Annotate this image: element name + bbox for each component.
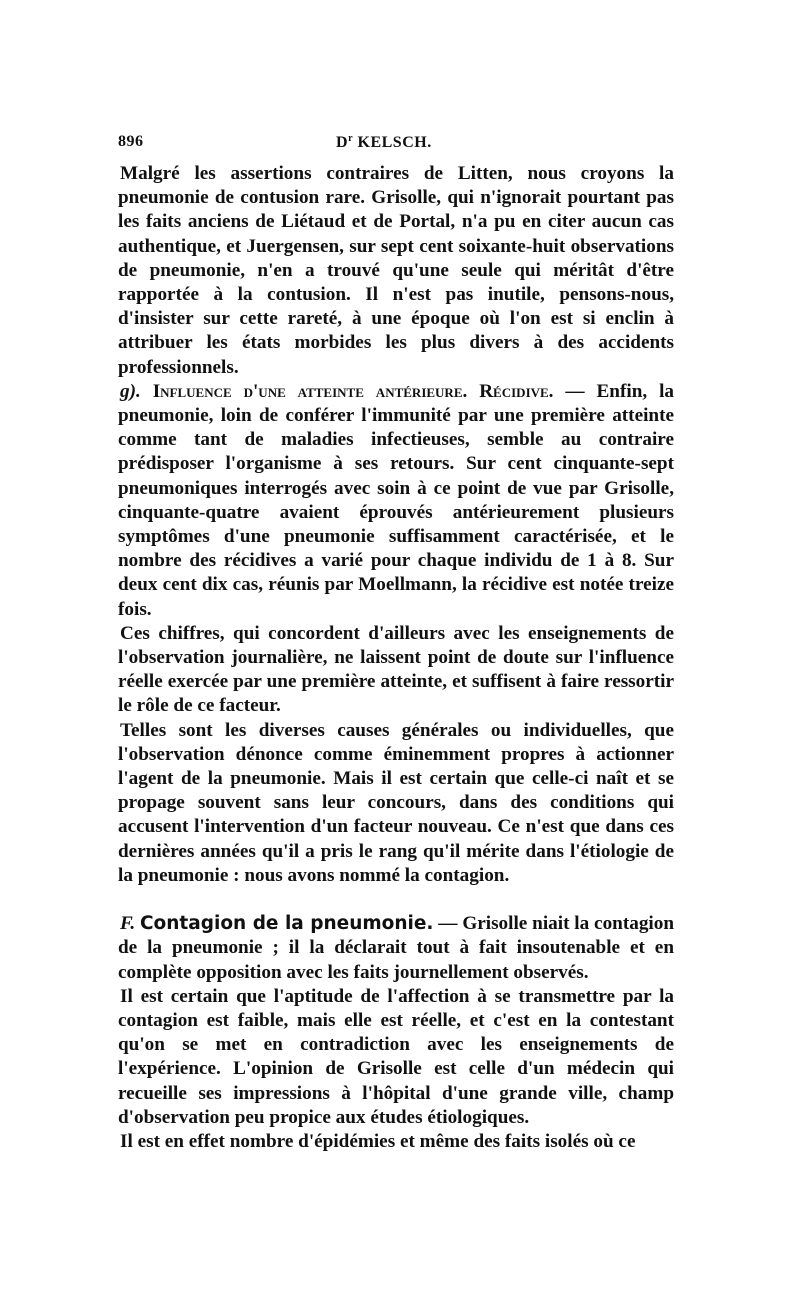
paragraph-2	[118, 380, 674, 622]
paragraph-4-text: Telles sont les diverses causes générales ou individuelles, que l'observation dénonce comme éminemment propres à actionner l'agent de la pneumonie. Mais il est certain que celle-ci naît et se propage souvent sans leur concours, dans des conditions qui accusent l'intervention d'un facteur nouveau. Ce n'est que dans ces dernières années qu'il a pris le rang qu'il mérite dans l'étiologie de la pneumonie : nous avons nommé la contagion.	[118, 719, 674, 886]
page-number: 896	[118, 133, 144, 150]
paragraph-2-label: g).	[120, 380, 141, 402]
section-f-title: Contagion de la pneumonie.	[139, 913, 434, 935]
paragraph-2-title: Influence d'une atteinte antérieure. Récidive.	[152, 380, 554, 402]
paragraph-1-text: Malgré les assertions contraires de Litten, nous croyons la pneumonie de contusion rare. Grisolle, qui n'ignorait pourtant pas les faits anciens de Liétaud et de Portal, n'a pu en citer aucun cas authentique, et Juergensen, sur sept cent soixante-huit observations de pneumonie, n'en a trouvé qu'une seule qui méritât d'être rapportée à la contusion. Il n'est pas inutile, pensons-nous, d'insister sur cette rareté, à une époque où l'on est si enclin à attribuer les états morbides les plus divers à des accidents professionnels.	[118, 163, 674, 378]
paragraph-4	[118, 719, 674, 888]
paragraph-3	[118, 622, 674, 719]
paragraph-5-text: Il est certain que l'aptitude de l'affection à se transmettre par la contagion est faible, mais elle est réelle, et c'est en la contestant qu'on se met en contradiction avec les enseignements de l'expérience. L'opinion de Grisolle est celle d'un médecin qui recueille ses impressions à l'hôpital d'une grande ville, champ d'observation peu propice aux études étiologiques.	[118, 985, 674, 1128]
author-name: KELSCH.	[357, 134, 432, 151]
body-text	[118, 162, 674, 1154]
section-f-text: — Grisolle niait la contagion de la pneumonie ; il la déclarait tout à fait insoutenable et en complète opposition avec les faits journellement observés.	[118, 913, 675, 983]
author-prefix-sup: r	[348, 133, 354, 144]
page-header	[118, 133, 674, 157]
paragraph-3-text: Ces chiffres, qui concordent d'ailleurs avec les enseignements de l'observation journalière, ne laissent point de doute sur l'influence réelle exercée par une première atteinte, et suffisent à faire ressortir le rôle de ce facteur.	[118, 622, 674, 717]
section-f-paragraph	[118, 912, 674, 985]
paragraph-5	[118, 985, 674, 1130]
paragraph-1	[118, 162, 674, 380]
section-f-label: F.	[120, 913, 136, 935]
paragraph-2-text: — Enfin, la pneumonie, loin de conférer l'immunité par une première atteinte comme tant de maladies infectieuses, semble au contraire prédisposer l'organisme à ses retours. Sur cent cinquante-sept pneumoniques interrogés avec soin à ce point de vue par Grisolle, cinquante-quatre avaient éprouvés antérieurement plusieurs symptômes d'une pneumonie suffisamment caractérisée, et le nombre des récidives a varié pour chaque individu de 1 à 8. Sur deux cent dix cas, réunis par Moellmann, la récidive est notée treize fois.	[118, 380, 674, 620]
author-prefix: D	[336, 134, 349, 151]
paragraph-6-text: Il est en effet nombre d'épidémies et même des faits isolés où ce	[120, 1130, 636, 1152]
section-gap	[118, 888, 674, 912]
paragraph-6	[118, 1130, 674, 1154]
running-head	[336, 133, 432, 152]
